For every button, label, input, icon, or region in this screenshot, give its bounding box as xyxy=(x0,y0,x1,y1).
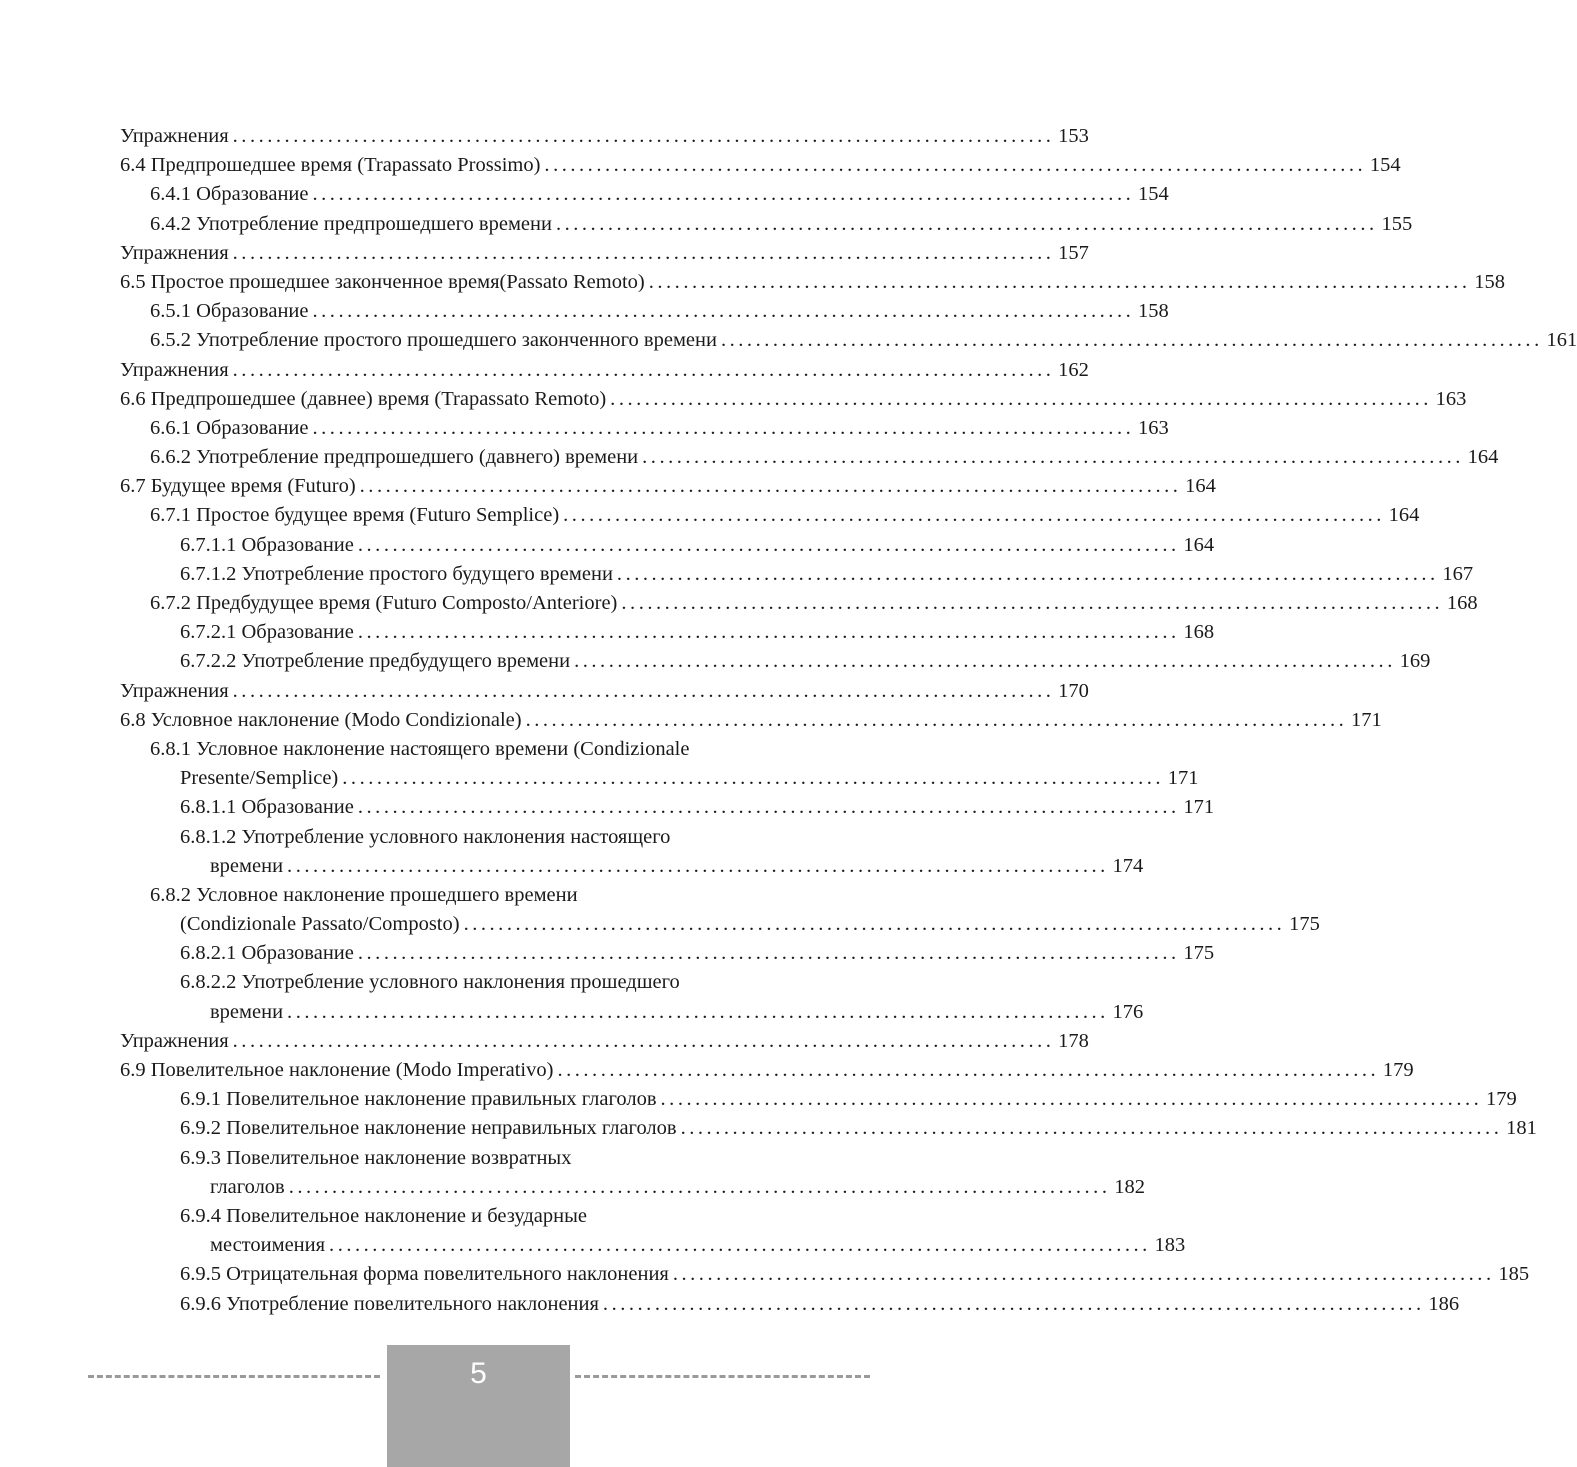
toc-entry-title: 6.9.4 Повелительное наклонение и безударные xyxy=(180,1204,587,1227)
toc-entry-page: 164 xyxy=(1183,533,1215,556)
toc-entry[interactable] xyxy=(120,913,1320,942)
toc-entry[interactable] xyxy=(120,358,1089,388)
toc-entry-page: 170 xyxy=(1058,679,1089,702)
toc-entry-title: 6.7.1.2 Употребление простого будущего времени xyxy=(180,562,613,585)
toc-entry[interactable] xyxy=(120,533,1215,563)
toc-entry-page: 162 xyxy=(1058,358,1089,381)
toc-entry[interactable] xyxy=(120,1263,1530,1292)
toc-dot-leader xyxy=(285,1176,1111,1199)
toc-entry[interactable] xyxy=(120,826,868,855)
toc-dot-leader xyxy=(657,1088,1483,1111)
toc-dot-leader xyxy=(354,534,1180,557)
toc-entry-page: 163 xyxy=(1137,416,1169,439)
toc-dot-leader xyxy=(283,1001,1109,1024)
toc-entry-page: 176 xyxy=(1112,1000,1144,1023)
toc-entry-title: (Condizionale Passato/Composto) xyxy=(180,913,460,936)
toc-dot-leader xyxy=(229,242,1055,265)
toc-entry[interactable] xyxy=(120,650,1431,679)
toc-entry-title: 6.5.2 Употребление простого прошедшего законченного времени xyxy=(150,329,717,352)
toc-entry-title: 6.9.2 Повелительное наклонение неправильных глаголов xyxy=(180,1117,677,1140)
toc-entry[interactable] xyxy=(120,154,1401,183)
toc-dot-leader xyxy=(229,680,1055,703)
toc-entry-page: 186 xyxy=(1428,1292,1460,1315)
toc-dot-leader xyxy=(283,855,1109,878)
toc-entry-page: 153 xyxy=(1058,125,1089,147)
toc-dot-leader xyxy=(669,1263,1495,1286)
toc-entry[interactable] xyxy=(120,1000,1144,1030)
toc-entry-page: 181 xyxy=(1506,1117,1537,1140)
toc-entry[interactable] xyxy=(120,854,1144,884)
toc-dot-leader xyxy=(522,709,1348,732)
toc-entry-title: 6.5.1 Образование xyxy=(150,300,309,323)
toc-entry-title: 6.4.1 Образование xyxy=(150,183,309,206)
toc-entry[interactable] xyxy=(120,738,868,767)
toc-dot-leader xyxy=(638,446,1464,469)
toc-entry-page: 179 xyxy=(1486,1088,1517,1111)
toc-dot-leader xyxy=(570,650,1396,673)
toc-entry[interactable] xyxy=(120,300,1169,329)
toc-entry-page: 164 xyxy=(1467,446,1499,469)
toc-entry-title: 6.8.1 Условное наклонение настоящего времени (Condizionale xyxy=(150,737,690,760)
toc-entry-title: 6.8.2.1 Образование xyxy=(180,942,354,965)
toc-entry-title: 6.8.2 Условное наклонение прошедшего времени xyxy=(150,883,578,906)
toc-entry-title: 6.9.5 Отрицательная форма повелительного наклонения xyxy=(180,1263,669,1286)
table-of-contents xyxy=(120,125,1577,1322)
toc-entry-title: 6.7 Будущее время (Futuro) xyxy=(120,475,356,498)
toc-dot-leader xyxy=(540,154,1366,177)
toc-dot-leader xyxy=(309,300,1135,323)
toc-entry[interactable] xyxy=(120,504,1420,533)
toc-entry-title: Упражнения xyxy=(120,241,229,264)
toc-entry-title: 6.4 Предпрошедшее время (Trapassato Prossimo) xyxy=(120,154,541,177)
toc-dot-leader xyxy=(613,563,1439,586)
toc-entry-title: 6.7.2.1 Образование xyxy=(180,621,354,644)
toc-entry[interactable] xyxy=(120,767,1199,796)
toc-entry-title: Упражнения xyxy=(120,358,229,381)
toc-entry[interactable] xyxy=(120,1205,868,1234)
toc-entry-title: времени xyxy=(210,1000,284,1023)
toc-dot-leader xyxy=(645,271,1471,294)
toc-entry-title: 6.9.3 Повелительное наклонение возвратных xyxy=(180,1146,572,1169)
toc-dot-leader xyxy=(325,1234,1151,1257)
toc-dot-leader xyxy=(309,183,1135,206)
toc-dot-leader xyxy=(460,913,1286,936)
toc-dot-leader xyxy=(229,125,1055,148)
toc-entry-title: 6.4.2 Употребление предпрошедшего времени xyxy=(150,212,552,235)
toc-entry-page: 179 xyxy=(1382,1059,1414,1081)
toc-dot-leader xyxy=(309,417,1135,440)
toc-entry-page: 167 xyxy=(1442,562,1474,585)
toc-entry-page: 174 xyxy=(1112,854,1144,877)
toc-entry-title: 6.7.1 Простое будущее время (Futuro Semplice) xyxy=(150,504,560,527)
toc-entry-title: 6.7.2.2 Употребление предбудущего времени xyxy=(180,650,571,673)
toc-dot-leader xyxy=(229,1030,1055,1053)
toc-entry[interactable] xyxy=(120,1175,1145,1205)
footer-dashed-line-left xyxy=(88,1375,380,1378)
toc-entry-title: 6.9.6 Употребление повелительного наклонения xyxy=(180,1292,599,1315)
toc-entry-title: 6.5 Простое прошедшее законченное время(Passato Remoto) xyxy=(120,270,645,293)
toc-entry-page: 163 xyxy=(1435,387,1467,410)
toc-entry[interactable] xyxy=(120,942,1215,971)
toc-entry-title: времени xyxy=(210,854,284,877)
toc-entry[interactable] xyxy=(120,270,1505,300)
toc-dot-leader xyxy=(553,1059,1379,1082)
toc-entry-title: 6.7.2 Предбудущее время (Futuro Composto/Anteriore) xyxy=(150,592,618,614)
toc-entry[interactable] xyxy=(120,1117,1537,1146)
toc-entry[interactable] xyxy=(120,1234,1186,1263)
toc-dot-leader xyxy=(717,329,1543,352)
toc-dot-leader xyxy=(354,942,1180,965)
toc-entry-page: 158 xyxy=(1474,270,1505,293)
toc-entry-title: 6.8.1.2 Употребление условного наклонения настоящего xyxy=(180,825,671,848)
toc-entry-title: местоимения xyxy=(210,1234,326,1257)
toc-entry-page: 154 xyxy=(1369,154,1401,177)
toc-entry-title: 6.6.2 Употребление предпрошедшего (давнего) времени xyxy=(150,446,639,469)
toc-entry-title: 6.8 Условное наклонение (Modo Condizionale) xyxy=(120,708,522,731)
page-number-box xyxy=(387,1345,570,1467)
toc-entry[interactable] xyxy=(120,971,868,1000)
toc-entry[interactable] xyxy=(120,183,1169,212)
toc-entry-title: Presente/Semplice) xyxy=(180,767,339,790)
toc-entry-title: 6.6.1 Образование xyxy=(150,416,309,439)
toc-entry[interactable] xyxy=(120,884,868,913)
toc-entry[interactable] xyxy=(120,446,1499,475)
toc-entry[interactable] xyxy=(120,621,1215,650)
toc-entry-title: 6.7.1.1 Образование xyxy=(180,533,354,556)
toc-entry-page: 182 xyxy=(1114,1175,1145,1198)
toc-entry-title: 6.9 Повелительное наклонение (Modo Imperativo) xyxy=(120,1059,554,1081)
toc-entry-page: 154 xyxy=(1137,183,1169,206)
toc-entry-page: 164 xyxy=(1185,475,1216,498)
toc-entry[interactable] xyxy=(120,562,1474,592)
toc-entry-title: глаголов xyxy=(210,1175,285,1198)
toc-entry[interactable] xyxy=(120,1292,1460,1322)
toc-entry-title: Упражнения xyxy=(120,679,229,702)
toc-dot-leader xyxy=(599,1293,1425,1316)
toc-dot-leader xyxy=(229,359,1055,382)
toc-entry-page: 169 xyxy=(1399,650,1431,673)
toc-entry[interactable] xyxy=(120,416,1169,446)
toc-entry-page: 164 xyxy=(1388,504,1420,527)
toc-entry-page: 175 xyxy=(1289,913,1320,936)
toc-dot-leader xyxy=(606,388,1432,411)
toc-entry[interactable] xyxy=(120,796,1215,825)
toc-entry[interactable] xyxy=(120,1029,1089,1059)
toc-entry[interactable] xyxy=(120,679,1089,709)
toc-entry-page: 171 xyxy=(1167,767,1199,790)
toc-entry-title: 6.9.1 Повелительное наклонение правильных глаголов xyxy=(180,1088,657,1111)
toc-entry-page: 175 xyxy=(1183,942,1215,965)
page-number: 5 xyxy=(470,1357,487,1390)
toc-entry-page: 155 xyxy=(1381,212,1413,235)
toc-entry-page: 183 xyxy=(1154,1234,1186,1257)
toc-entry[interactable] xyxy=(120,475,1216,504)
toc-dot-leader xyxy=(338,767,1164,790)
toc-entry[interactable] xyxy=(120,1088,1517,1117)
toc-entry-page: 161 xyxy=(1546,329,1577,352)
toc-dot-leader xyxy=(677,1117,1503,1140)
toc-dot-leader xyxy=(559,504,1385,527)
toc-entry-page: 171 xyxy=(1183,796,1215,819)
toc-entry-title: Упражнения xyxy=(120,1029,229,1052)
toc-entry-title: 6.8.1.1 Образование xyxy=(180,796,354,819)
toc-dot-leader xyxy=(354,621,1180,644)
toc-entry-page: 168 xyxy=(1183,621,1215,644)
toc-entry[interactable] xyxy=(120,1147,868,1176)
toc-entry[interactable] xyxy=(120,592,1478,621)
toc-entry-title: 6.6 Предпрошедшее (давнее) время (Trapassato Remoto) xyxy=(120,387,607,410)
toc-entry-page: 168 xyxy=(1446,592,1478,614)
toc-entry-page: 171 xyxy=(1351,708,1382,731)
toc-entry[interactable] xyxy=(120,708,1382,738)
toc-dot-leader xyxy=(552,213,1378,236)
toc-entry[interactable] xyxy=(120,212,1413,242)
toc-entry-page: 157 xyxy=(1058,241,1089,264)
toc-entry[interactable] xyxy=(120,125,1089,154)
page-footer xyxy=(0,1345,1000,1467)
toc-entry[interactable] xyxy=(120,1059,1414,1088)
toc-entry[interactable] xyxy=(120,387,1467,417)
toc-dot-leader xyxy=(356,475,1182,498)
toc-entry[interactable] xyxy=(120,241,1089,271)
toc-dot-leader xyxy=(617,592,1443,615)
toc-entry-title: 6.8.2.2 Употребление условного наклонения прошедшего xyxy=(180,971,680,994)
toc-entry-title: Упражнения xyxy=(120,125,229,147)
footer-dashed-line-right xyxy=(575,1375,870,1378)
toc-entry[interactable] xyxy=(120,329,1577,358)
toc-entry-page: 178 xyxy=(1058,1029,1089,1052)
toc-entry-page: 185 xyxy=(1498,1263,1530,1286)
toc-entry-page: 158 xyxy=(1137,300,1169,323)
toc-dot-leader xyxy=(354,796,1180,819)
